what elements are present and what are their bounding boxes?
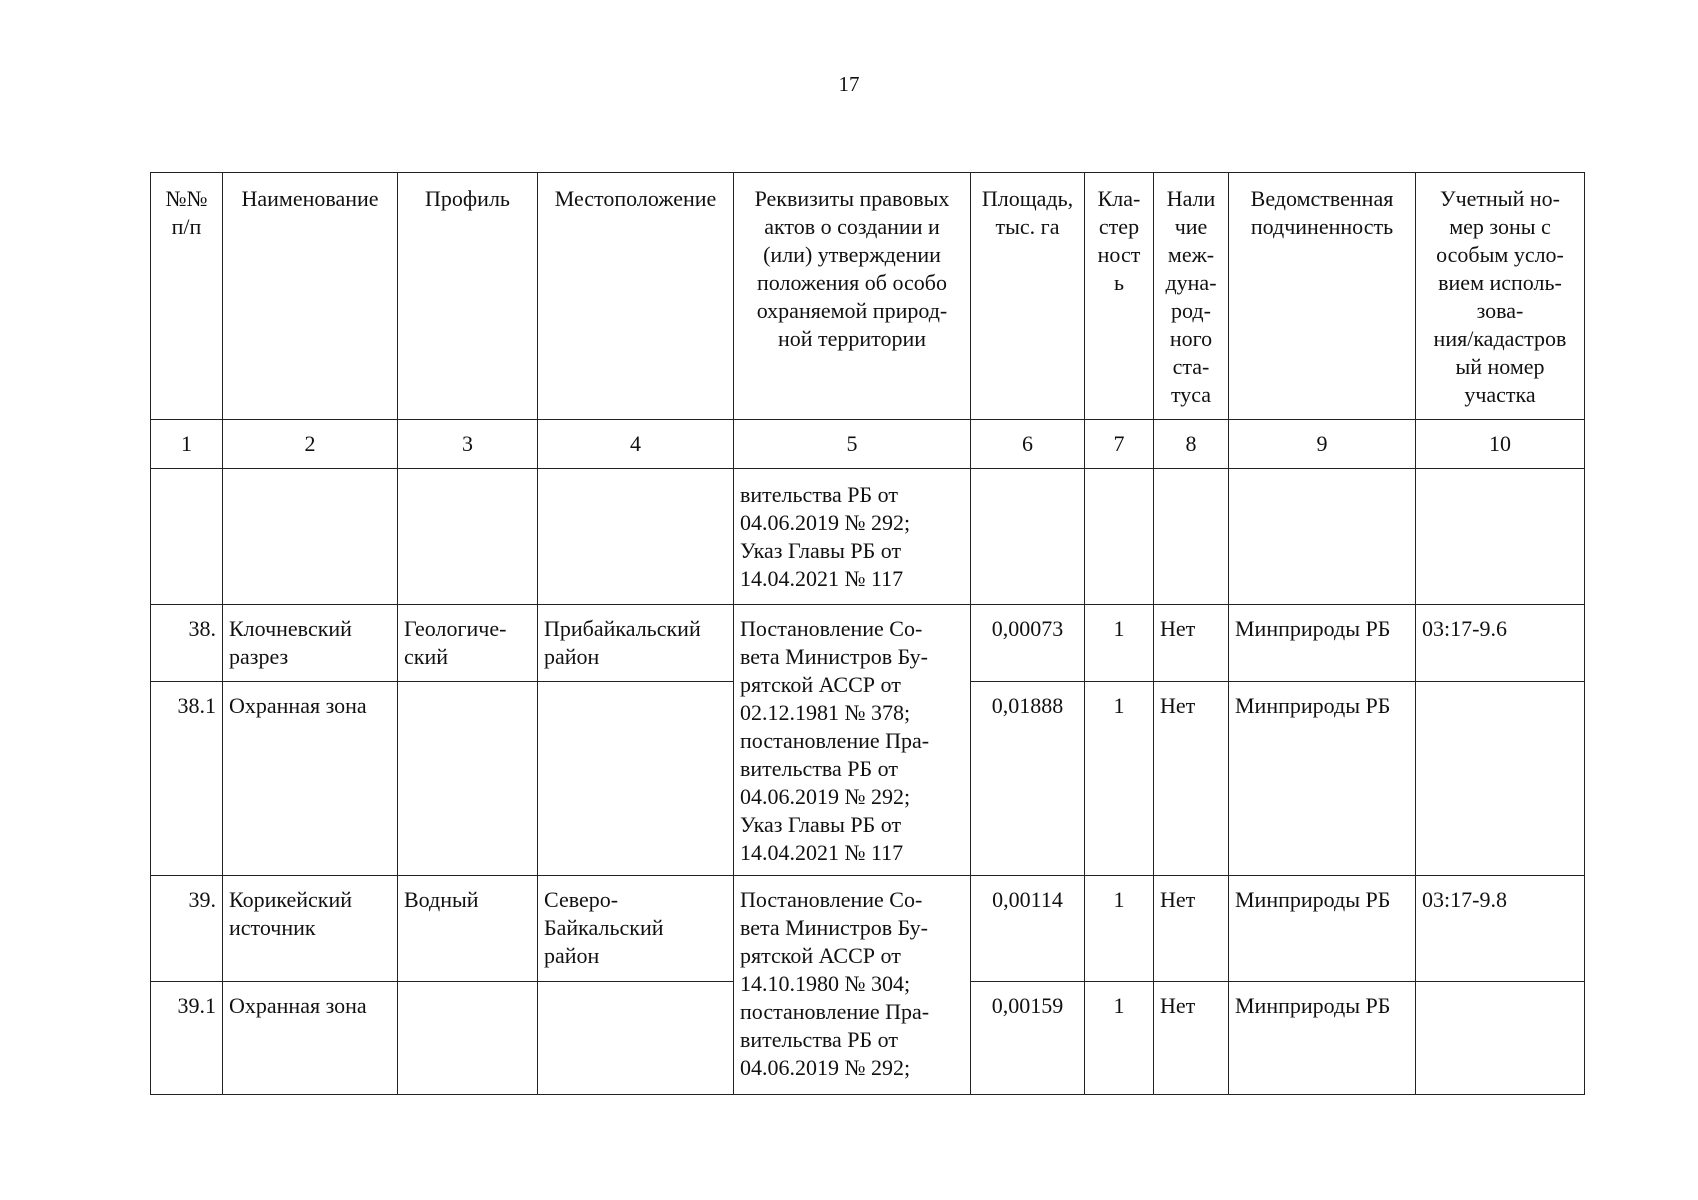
area-location: Северо- Байкальский район: [538, 876, 734, 982]
page-number: 17: [838, 72, 860, 96]
header-legal-acts: Реквизиты правовых актов о создании и (или) утверждении положения об особо охраняемой природ- ной территории: [734, 173, 971, 420]
area-profile: [398, 682, 538, 876]
header-profile: Профиль: [398, 173, 538, 420]
area-size: 0,01888: [971, 682, 1085, 876]
column-number: 7: [1085, 420, 1154, 469]
reg-number: [1416, 682, 1585, 876]
table-cell: [1085, 469, 1154, 605]
authority: Минприроды РБ: [1229, 605, 1416, 682]
column-number: 5: [734, 420, 971, 469]
continuation-row: [151, 469, 1585, 605]
authority: Минприроды РБ: [1229, 982, 1416, 1095]
column-number: 10: [1416, 420, 1585, 469]
column-number: 9: [1229, 420, 1416, 469]
area-name: Клочневский разрез: [223, 605, 398, 682]
header-cluster: Кла- стер ност ь: [1085, 173, 1154, 420]
header-reg-number: Учетный но- мер зоны с особым усло- вием исполь- зова- ния/кадастров ый номер участка: [1416, 173, 1585, 420]
column-number: 8: [1154, 420, 1229, 469]
area-cluster: 1: [1085, 605, 1154, 682]
table-cell: [223, 469, 398, 605]
row-number: 39.: [151, 876, 223, 982]
table-cell: [1154, 469, 1229, 605]
header-area: Площадь, тыс. га: [971, 173, 1085, 420]
header-name: Наименование: [223, 173, 398, 420]
table-cell: [398, 469, 538, 605]
area-size: 0,00159: [971, 982, 1085, 1095]
table-cell: [1229, 469, 1416, 605]
table-row: [151, 605, 1585, 682]
table-header-row: [151, 173, 1585, 420]
reg-number: [1416, 982, 1585, 1095]
table-row: [151, 876, 1585, 982]
protected-areas-table: [150, 172, 1585, 1095]
column-number: 2: [223, 420, 398, 469]
table-cell: [151, 469, 223, 605]
column-number: 1: [151, 420, 223, 469]
table-cell: [538, 469, 734, 605]
row-number: 38.1: [151, 682, 223, 876]
legal-acts-cell: Постановление Со- вета Министров Бу- рятской АССР от 14.10.1980 № 304; постановление Пра- вительства РБ от 04.06.2019 № 292;: [734, 876, 971, 1095]
authority: Минприроды РБ: [1229, 876, 1416, 982]
row-number: 39.1: [151, 982, 223, 1095]
header-number: №№ п/п: [151, 173, 223, 420]
legal-acts-cell: вительства РБ от 04.06.2019 № 292; Указ Главы РБ от 14.04.2021 № 117: [734, 469, 971, 605]
column-number: 6: [971, 420, 1085, 469]
intl-status: Нет: [1154, 682, 1229, 876]
area-profile: Геологиче- ский: [398, 605, 538, 682]
area-location: [538, 682, 734, 876]
column-number: 4: [538, 420, 734, 469]
table-cell: [971, 469, 1085, 605]
area-cluster: 1: [1085, 982, 1154, 1095]
legal-acts-cell: Постановление Со- вета Министров Бу- рятской АССР от 02.12.1981 № 378; постановление Пра- вительства РБ от 04.06.2019 № 292; Указ Главы РБ от 14.04.2021 № 117: [734, 605, 971, 876]
intl-status: Нет: [1154, 982, 1229, 1095]
area-name: Охранная зона: [223, 682, 398, 876]
header-authority: Ведомственная подчиненность: [1229, 173, 1416, 420]
area-name: Охранная зона: [223, 982, 398, 1095]
area-location: [538, 982, 734, 1095]
authority: Минприроды РБ: [1229, 682, 1416, 876]
table-cell: [1416, 469, 1585, 605]
area-size: 0,00073: [971, 605, 1085, 682]
area-size: 0,00114: [971, 876, 1085, 982]
area-profile: [398, 982, 538, 1095]
intl-status: Нет: [1154, 605, 1229, 682]
header-intl-status: Нали чие меж- дуна- род- ного ста- туса: [1154, 173, 1229, 420]
column-number: 3: [398, 420, 538, 469]
column-numbers-row: [151, 420, 1585, 469]
area-name: Корикейский источник: [223, 876, 398, 982]
reg-number: 03:17-9.8: [1416, 876, 1585, 982]
area-cluster: 1: [1085, 876, 1154, 982]
area-cluster: 1: [1085, 682, 1154, 876]
row-number: 38.: [151, 605, 223, 682]
area-location: Прибайкальский район: [538, 605, 734, 682]
intl-status: Нет: [1154, 876, 1229, 982]
area-profile: Водный: [398, 876, 538, 982]
reg-number: 03:17-9.6: [1416, 605, 1585, 682]
header-location: Местоположение: [538, 173, 734, 420]
